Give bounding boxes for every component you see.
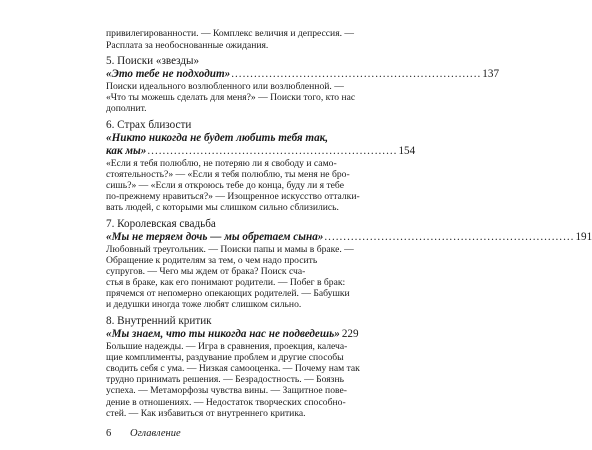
section-body-line: сишь?» — «Если я откроюсь тебе до конца, буду ли я тебе (106, 179, 344, 191)
page-number: 191 (575, 230, 592, 243)
section-body-line: вать людей, с которыми мы слишком сильно сблизились. (106, 202, 339, 214)
section-body-line: дение в отношениях. — Недостаток творческих способно- (106, 396, 346, 408)
intro-line: Расплата за необоснованные ожидания. (106, 39, 269, 51)
section-body-line: прячемся от непомерно опекающих родителей. — Бабушки (106, 288, 350, 300)
section-body-line: сводить себя с ума. — Низкая самооценка. — Почему нам так (106, 363, 360, 375)
section-body-line: трудно принимать решения. — Безрадостность. — Боязнь (106, 374, 344, 386)
section-body-line: дополнит. (106, 103, 147, 115)
section-subtitle[interactable]: «Никто никогда не будет любить тебя так, (106, 131, 329, 144)
intro-line: привилегированности. — Комплекс величия и депрессия. — (106, 28, 355, 40)
section-body-line: Обращение к родителям за тем, о чем надо просить (106, 254, 318, 266)
section-body-line: по-прежнему нравиться?» — Изощренное искусство отталки- (106, 191, 360, 203)
section-subtitle: «Это тебе не подходит» (106, 68, 231, 81)
section-body-line: Большие надежды. — Игра в сравнения, проекция, калеча- (106, 340, 348, 352)
footer-running-title: Оглавление (130, 428, 181, 439)
page-number: 137 (482, 68, 500, 81)
section-body-line: супругов. — Чего мы ждем от брака? Поиск сча- (106, 265, 306, 277)
section-body-line: и дедушки иногда тоже любят слишком сильно. (106, 299, 302, 311)
section-body-line: Любовный треугольник. — Поиски папы и мамы в браке. — (106, 243, 354, 255)
section-heading: 7. Королевская свадьба (106, 217, 216, 230)
footer-page-number: 6 (106, 428, 112, 439)
page-number: 229 (341, 328, 359, 340)
leader-dots: .................................................................. (231, 68, 482, 81)
section-body-line: успеха. — Метаморфозы чувства вины. — Защитное пове- (106, 385, 347, 397)
section-body-line: «Если я тебя полюблю, не потеряю ли я свободу и само- (106, 157, 337, 169)
section-body-line: «Что ты можешь сделать для меня?» — Поиски того, кто нас (106, 92, 356, 104)
section-body-line: стоятельность?» — «Если я тебя полюблю, ты меня не бро- (106, 168, 350, 180)
section-body-line: стей. — Как избавиться от внутреннего критика. (106, 407, 306, 419)
section-subtitle: «Мы не теряем дочь — мы обретаем сына» (106, 230, 324, 243)
section-subtitle: «Мы знаем, что ты никогда нас не подведешь» (106, 328, 340, 340)
leader-dots: .................................................................. (147, 144, 398, 157)
section-body-line: стья в браке, как его понимают родители. — Побег в брак: (106, 277, 346, 289)
section-body-line: щие комплименты, раздувание проблем и другие способы (106, 351, 344, 363)
section-heading: 8. Внутренний критик (106, 315, 212, 328)
section-body-line: Поиски идеального возлюбленного или возлюбленной. — (106, 81, 344, 92)
section-subtitle: как мы» (106, 144, 147, 157)
page-number: 154 (398, 144, 416, 157)
section-heading: 5. Поиски «звезды» (106, 55, 200, 68)
section-heading: 6. Страх близости (106, 119, 192, 132)
leader-dots: .................................................................. (324, 230, 575, 243)
